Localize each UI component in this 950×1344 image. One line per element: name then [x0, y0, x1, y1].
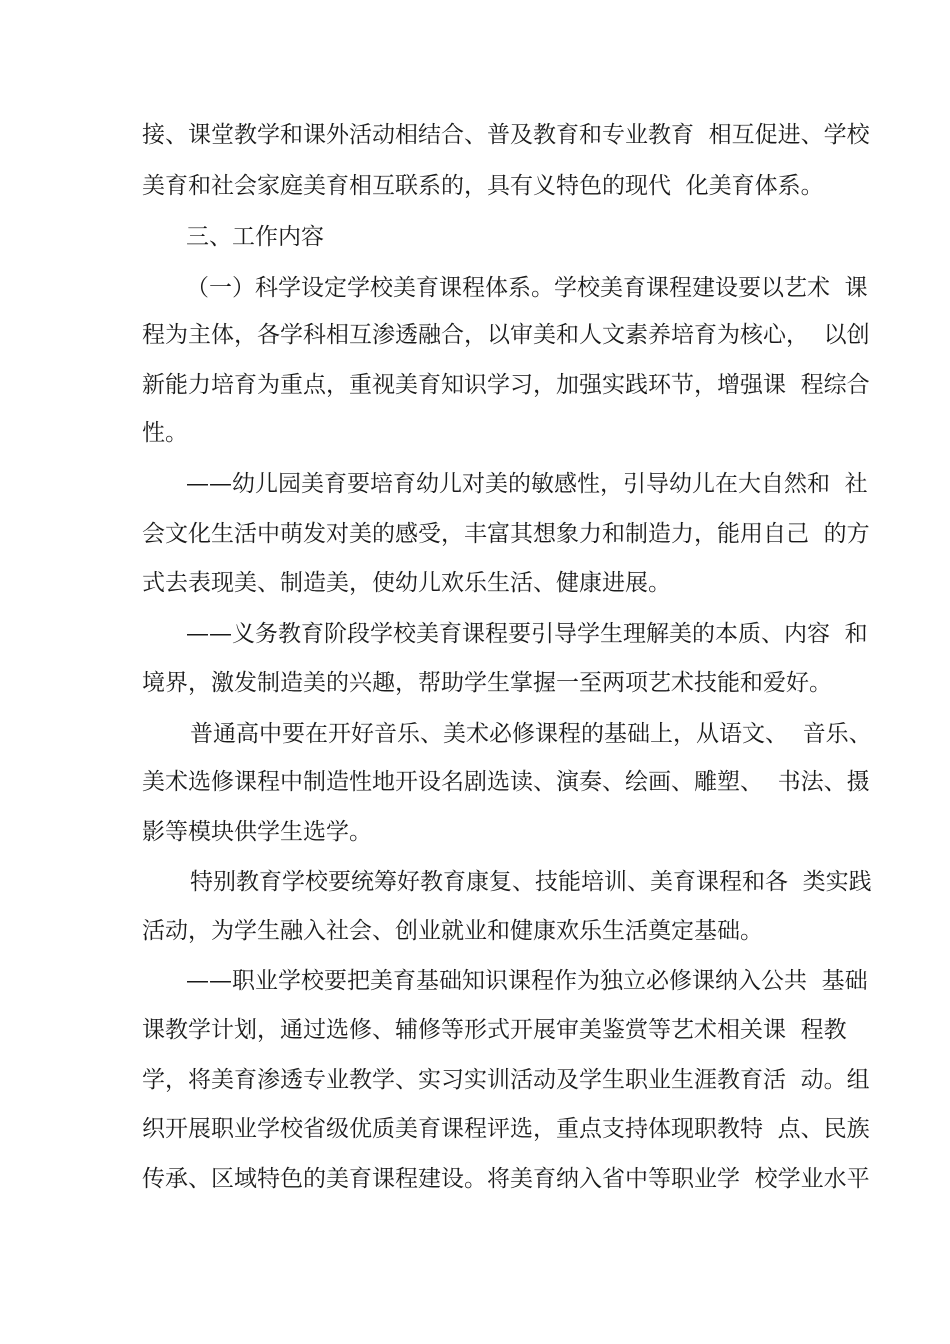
text-line: 美术选修课程中制造性地开设名剧选读、演奏、绘画、雕塑、 书法、摄: [142, 769, 870, 795]
text-line: 式去表现美、制造美，使幼儿欢乐生活、健康进展。: [142, 570, 671, 596]
text-line: 课教学计划，通过选修、辅修等形式开展审美鉴赏等艺术相关课 程教: [142, 1017, 847, 1043]
text-line: ——幼儿园美育要培育幼儿对美的敏感性，引导幼儿在大自然和 社: [186, 471, 868, 497]
text-line: 织开展职业学校省级优质美育课程评选，重点支持体现职教特 点、民族: [142, 1116, 870, 1142]
text-line: 会文化生活中萌发对美的感受，丰富其想象力和制造力，能用自己 的方: [142, 521, 870, 547]
text-line: 程为主体，各学科相互渗透融合，以审美和人文素养培育为核心， 以创: [142, 322, 870, 348]
text-line: （一）科学设定学校美育课程体系。学校美育课程建设要以艺术 课: [186, 275, 868, 301]
text-line: 特别教育学校要统筹好教育康复、技能培训、美育课程和各 类实践: [190, 869, 872, 895]
text-line: 境界，激发制造美的兴趣，帮助学生掌握一至两项艺术技能和爱好。: [142, 670, 832, 696]
text-line: ——义务教育阶段学校美育课程要引导学生理解美的本质、内容 和: [186, 621, 868, 647]
text-line: 美育和社会家庭美育相互联系的，具有义特色的现代 化美育体系。: [142, 173, 824, 199]
text-line: 影等模块供学生选学。: [142, 819, 372, 845]
text-line: 传承、区域特色的美育课程建设。将美育纳入省中等职业学 校学业水平: [142, 1166, 870, 1192]
text-line: 性。: [142, 420, 188, 446]
text-line: 学，将美育渗透专业教学、实习实训活动及学生职业生涯教育活 动。组: [142, 1067, 870, 1093]
text-line: ——职业学校要把美育基础知识课程作为独立必修课纳入公共 基础: [186, 968, 868, 994]
text-line: 活动，为学生融入社会、创业就业和健康欢乐生活奠定基础。: [142, 918, 763, 944]
text-line: 接、课堂教学和课外活动相结合、普及教育和专业教育 相互促进、学校: [142, 122, 870, 148]
text-line: 新能力培育为重点，重视美育知识学习，加强实践环节，增强课 程综合: [142, 372, 870, 398]
text-line: 普通高中要在开好音乐、美术必修课程的基础上，从语文、 音乐、: [190, 721, 872, 747]
section-heading: 三、工作内容: [186, 224, 324, 250]
